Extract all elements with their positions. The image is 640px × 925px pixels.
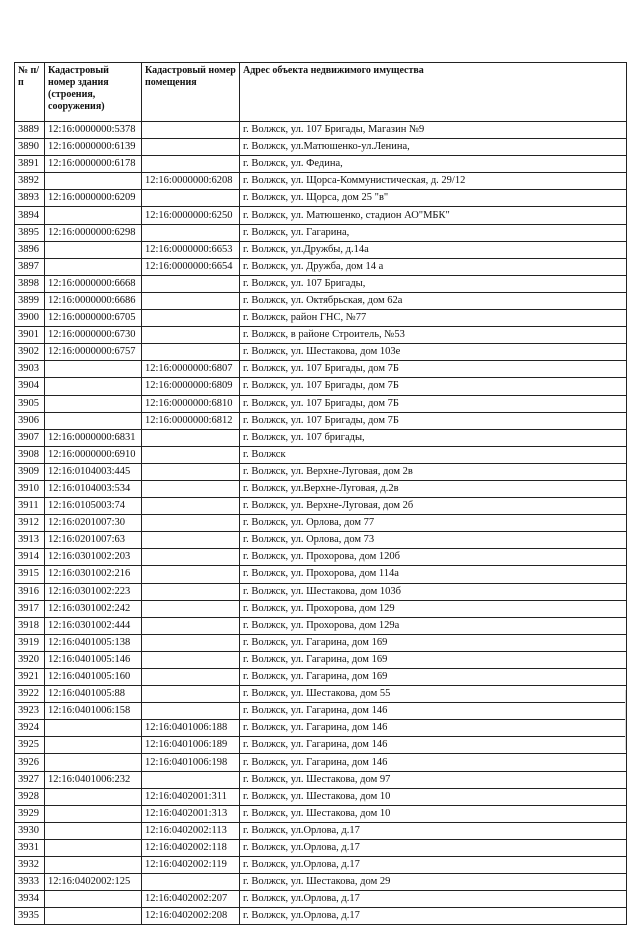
cell-number: 3930	[15, 822, 45, 839]
cell-building-cadastral	[45, 412, 142, 429]
cell-building-cadastral: 12:16:0000000:5378	[45, 122, 142, 139]
table-row	[15, 241, 627, 258]
cell-address: г. Волжск, ул. Гагарина, дом 169	[240, 651, 627, 668]
cell-address: г. Волжск, ул. Щорса-Коммунистическая, д. 29/12	[240, 173, 627, 190]
cell-address: г. Волжск, район ГНС, №77	[240, 310, 627, 327]
cell-premises-cadastral: 12:16:0401006:188	[142, 720, 240, 737]
cell-premises-cadastral	[142, 344, 240, 361]
cell-premises-cadastral: 12:16:0401006:189	[142, 737, 240, 754]
cell-building-cadastral: 12:16:0105003:74	[45, 498, 142, 515]
cell-premises-cadastral	[142, 617, 240, 634]
header-number: № п/п	[15, 63, 45, 122]
cell-address: г. Волжск, ул. Верхне-Луговая, дом 2в	[240, 463, 627, 480]
cell-building-cadastral: 12:16:0000000:6686	[45, 292, 142, 309]
cell-premises-cadastral: 12:16:0000000:6654	[142, 258, 240, 275]
cell-address: г. Волжск, ул. Шестакова, дом 10	[240, 805, 627, 822]
cell-premises-cadastral	[142, 463, 240, 480]
cell-building-cadastral: 12:16:0401005:88	[45, 686, 142, 703]
table-row	[15, 617, 627, 634]
cell-address: г. Волжск, ул. Октябрьская, дом 62а	[240, 292, 627, 309]
cell-number: 3892	[15, 173, 45, 190]
cell-building-cadastral: 12:16:0104003:534	[45, 480, 142, 497]
table-row	[15, 737, 627, 754]
cell-number: 3907	[15, 429, 45, 446]
cell-premises-cadastral	[142, 634, 240, 651]
cell-premises-cadastral: 12:16:0402002:207	[142, 891, 240, 908]
cell-building-cadastral	[45, 395, 142, 412]
table-body	[15, 122, 627, 925]
cell-building-cadastral: 12:16:0201007:30	[45, 515, 142, 532]
cell-number: 3935	[15, 908, 45, 925]
cell-number: 3910	[15, 480, 45, 497]
cell-number: 3921	[15, 669, 45, 686]
cell-number: 3901	[15, 327, 45, 344]
cell-number: 3906	[15, 412, 45, 429]
cell-address: г. Волжск, ул. 107 бригады,	[240, 429, 627, 446]
cell-premises-cadastral	[142, 275, 240, 292]
cell-number: 3909	[15, 463, 45, 480]
cell-building-cadastral: 12:16:0000000:6910	[45, 446, 142, 463]
table-row	[15, 224, 627, 241]
cell-premises-cadastral	[142, 429, 240, 446]
cell-premises-cadastral	[142, 446, 240, 463]
cell-building-cadastral: 12:16:0000000:6668	[45, 275, 142, 292]
cell-number: 3905	[15, 395, 45, 412]
cell-building-cadastral: 12:16:0000000:6298	[45, 224, 142, 241]
cell-number: 3908	[15, 446, 45, 463]
cell-building-cadastral: 12:16:0000000:6178	[45, 156, 142, 173]
cell-number: 3929	[15, 805, 45, 822]
table-row	[15, 771, 627, 788]
cell-premises-cadastral	[142, 583, 240, 600]
cell-building-cadastral	[45, 361, 142, 378]
cell-building-cadastral: 12:16:0301002:223	[45, 583, 142, 600]
table-row	[15, 378, 627, 395]
cell-number: 3918	[15, 617, 45, 634]
table-header-row	[15, 63, 627, 122]
cell-number: 3926	[15, 754, 45, 771]
cell-number: 3914	[15, 549, 45, 566]
cell-building-cadastral: 12:16:0000000:6209	[45, 190, 142, 207]
cell-building-cadastral: 12:16:0000000:6705	[45, 310, 142, 327]
cell-building-cadastral: 12:16:0401006:232	[45, 771, 142, 788]
table-row	[15, 874, 627, 891]
cell-premises-cadastral: 12:16:0402001:313	[142, 805, 240, 822]
cell-premises-cadastral: 12:16:0402002:113	[142, 822, 240, 839]
cell-premises-cadastral	[142, 480, 240, 497]
cell-address: г. Волжск, ул. Верхне-Луговая, дом 2б	[240, 498, 627, 515]
cell-building-cadastral	[45, 241, 142, 258]
cell-address: г. Волжск, ул. Прохорова, дом 120б	[240, 549, 627, 566]
cell-building-cadastral	[45, 822, 142, 839]
cell-address: г. Волжск, ул.Дружбы, д.14а	[240, 241, 627, 258]
cell-address: г. Волжск, ул. Щорса, дом 25 "в"	[240, 190, 627, 207]
cell-building-cadastral: 12:16:0402002:125	[45, 874, 142, 891]
cell-address: г. Волжск, ул. Гагарина, дом 146	[240, 737, 627, 754]
cell-number: 3897	[15, 258, 45, 275]
cell-number: 3898	[15, 275, 45, 292]
cell-building-cadastral: 12:16:0401005:138	[45, 634, 142, 651]
cell-address: г. Волжск, ул. Шестакова, дом 103е	[240, 344, 627, 361]
cell-address: г. Волжск, ул.Орлова, д.17	[240, 857, 627, 874]
cell-address: г. Волжск, ул. Гагарина, дом 169	[240, 634, 627, 651]
cell-address: г. Волжск, ул. Матюшенко, стадион АО"МБК"	[240, 207, 627, 224]
cell-premises-cadastral: 12:16:0000000:6208	[142, 173, 240, 190]
cell-premises-cadastral	[142, 549, 240, 566]
table-row	[15, 720, 627, 737]
cell-number: 3931	[15, 839, 45, 856]
cell-address: г. Волжск, ул. 107 Бригады, дом 7Б	[240, 395, 627, 412]
cell-address: г. Волжск, ул. Шестакова, дом 103б	[240, 583, 627, 600]
cell-address: г. Волжск, ул. Орлова, дом 77	[240, 515, 627, 532]
cell-premises-cadastral	[142, 190, 240, 207]
table-row	[15, 292, 627, 309]
cell-number: 3920	[15, 651, 45, 668]
cell-address: г. Волжск, ул. Федина,	[240, 156, 627, 173]
cell-building-cadastral	[45, 805, 142, 822]
cell-address: г. Волжск, ул.Верхне-Луговая, д.2в	[240, 480, 627, 497]
cell-building-cadastral	[45, 908, 142, 925]
cell-address: г. Волжск, ул. Прохорова, дом 114а	[240, 566, 627, 583]
cell-building-cadastral	[45, 737, 142, 754]
cell-address: г. Волжск, ул.Матюшенко-ул.Ленина,	[240, 139, 627, 156]
cell-building-cadastral: 12:16:0401005:160	[45, 669, 142, 686]
cell-premises-cadastral: 12:16:0000000:6807	[142, 361, 240, 378]
table-row	[15, 754, 627, 771]
table-row	[15, 429, 627, 446]
cell-building-cadastral: 12:16:0301002:242	[45, 600, 142, 617]
cell-building-cadastral	[45, 258, 142, 275]
cell-number: 3923	[15, 703, 45, 720]
cell-number: 3899	[15, 292, 45, 309]
cell-address: г. Волжск, ул.Орлова, д.17	[240, 839, 627, 856]
table-row	[15, 310, 627, 327]
table-row	[15, 583, 627, 600]
table-row	[15, 788, 627, 805]
table-row	[15, 395, 627, 412]
cell-address: г. Волжск, ул. 107 Бригады, дом 7Б	[240, 378, 627, 395]
table-row	[15, 446, 627, 463]
table-row	[15, 839, 627, 856]
cell-number: 3933	[15, 874, 45, 891]
cell-building-cadastral	[45, 720, 142, 737]
cell-building-cadastral	[45, 839, 142, 856]
table-row	[15, 532, 627, 549]
table-row	[15, 327, 627, 344]
cell-number: 3890	[15, 139, 45, 156]
cell-number: 3932	[15, 857, 45, 874]
table-row	[15, 122, 627, 139]
property-registry-table	[14, 62, 627, 925]
cell-number: 3903	[15, 361, 45, 378]
table-row	[15, 361, 627, 378]
cell-address: г. Волжск, ул. Прохорова, дом 129а	[240, 617, 627, 634]
cell-premises-cadastral: 12:16:0402002:208	[142, 908, 240, 925]
cell-building-cadastral	[45, 378, 142, 395]
cell-number: 3916	[15, 583, 45, 600]
table-row	[15, 275, 627, 292]
cell-address: г. Волжск, ул. Шестакова, дом 97	[240, 771, 627, 788]
cell-number: 3928	[15, 788, 45, 805]
table-row	[15, 463, 627, 480]
table-row	[15, 634, 627, 651]
cell-number: 3896	[15, 241, 45, 258]
cell-building-cadastral: 12:16:0401005:146	[45, 651, 142, 668]
cell-building-cadastral: 12:16:0401006:158	[45, 703, 142, 720]
cell-number: 3911	[15, 498, 45, 515]
cell-building-cadastral	[45, 891, 142, 908]
cell-number: 3902	[15, 344, 45, 361]
cell-number: 3925	[15, 737, 45, 754]
cell-premises-cadastral	[142, 600, 240, 617]
cell-premises-cadastral	[142, 669, 240, 686]
cell-premises-cadastral: 12:16:0000000:6812	[142, 412, 240, 429]
cell-premises-cadastral	[142, 292, 240, 309]
cell-address: г. Волжск, ул. 107 Бригады, Магазин №9	[240, 122, 627, 139]
cell-premises-cadastral	[142, 532, 240, 549]
cell-premises-cadastral: 12:16:0000000:6250	[142, 207, 240, 224]
header-address: Адрес объекта недвижимого имущества	[240, 63, 627, 122]
cell-address: г. Волжск, ул.Орлова, д.17	[240, 891, 627, 908]
cell-premises-cadastral	[142, 156, 240, 173]
cell-address: г. Волжск, ул. Дружба, дом 14 а	[240, 258, 627, 275]
cell-address: г. Волжск, ул.Орлова, д.17	[240, 822, 627, 839]
cell-premises-cadastral	[142, 224, 240, 241]
table-row	[15, 190, 627, 207]
cell-building-cadastral	[45, 754, 142, 771]
cell-building-cadastral: 12:16:0000000:6757	[45, 344, 142, 361]
cell-premises-cadastral	[142, 139, 240, 156]
header-building-cadastral: Кадастровый номер здания (строения, сооружения)	[45, 63, 142, 122]
cell-address: г. Волжск, ул. Шестакова, дом 29	[240, 874, 627, 891]
table-row	[15, 173, 627, 190]
cell-building-cadastral: 12:16:0000000:6139	[45, 139, 142, 156]
table-row	[15, 480, 627, 497]
table-row	[15, 515, 627, 532]
cell-premises-cadastral	[142, 122, 240, 139]
header-premises-cadastral: Кадастровый номер помещения	[142, 63, 240, 122]
table-row	[15, 207, 627, 224]
table-row	[15, 891, 627, 908]
cell-premises-cadastral	[142, 498, 240, 515]
cell-number: 3919	[15, 634, 45, 651]
table-row	[15, 344, 627, 361]
table-row	[15, 549, 627, 566]
cell-number: 3922	[15, 686, 45, 703]
cell-address: г. Волжск, ул. Гагарина,	[240, 224, 627, 241]
cell-address: г. Волжск, ул. Орлова, дом 73	[240, 532, 627, 549]
cell-premises-cadastral	[142, 327, 240, 344]
table-row	[15, 600, 627, 617]
cell-premises-cadastral	[142, 771, 240, 788]
cell-premises-cadastral: 12:16:0000000:6809	[142, 378, 240, 395]
cell-premises-cadastral	[142, 874, 240, 891]
cell-number: 3912	[15, 515, 45, 532]
cell-building-cadastral: 12:16:0301002:444	[45, 617, 142, 634]
cell-number: 3917	[15, 600, 45, 617]
table-row	[15, 498, 627, 515]
cell-address: г. Волжск, ул. Шестакова, дом 10	[240, 788, 627, 805]
cell-address: г. Волжск	[240, 446, 627, 463]
cell-building-cadastral	[45, 788, 142, 805]
table-row	[15, 857, 627, 874]
cell-address: г. Волжск, ул. Гагарина, дом 146	[240, 703, 627, 720]
cell-number: 3904	[15, 378, 45, 395]
cell-building-cadastral: 12:16:0104003:445	[45, 463, 142, 480]
cell-address: г. Волжск, ул. 107 Бригады, дом 7Б	[240, 412, 627, 429]
table-row	[15, 156, 627, 173]
cell-address: г. Волжск, ул. 107 Бригады, дом 7Б	[240, 361, 627, 378]
cell-address: г. Волжск, ул. Гагарина, дом 146	[240, 720, 627, 737]
cell-premises-cadastral: 12:16:0402001:311	[142, 788, 240, 805]
cell-number: 3889	[15, 122, 45, 139]
table-row	[15, 412, 627, 429]
cell-building-cadastral	[45, 207, 142, 224]
cell-premises-cadastral: 12:16:0000000:6653	[142, 241, 240, 258]
cell-number: 3891	[15, 156, 45, 173]
cell-premises-cadastral: 12:16:0402002:118	[142, 839, 240, 856]
table-row	[15, 805, 627, 822]
cell-building-cadastral: 12:16:0000000:6831	[45, 429, 142, 446]
cell-premises-cadastral: 12:16:0401006:198	[142, 754, 240, 771]
table-row	[15, 822, 627, 839]
cell-address: г. Волжск, ул. Шестакова, дом 55	[240, 686, 627, 703]
table-row	[15, 566, 627, 583]
cell-address: г. Волжск, ул. Гагарина, дом 146	[240, 754, 627, 771]
cell-building-cadastral	[45, 173, 142, 190]
table-row	[15, 703, 627, 720]
cell-premises-cadastral	[142, 310, 240, 327]
table-row	[15, 651, 627, 668]
cell-premises-cadastral	[142, 566, 240, 583]
cell-number: 3894	[15, 207, 45, 224]
cell-premises-cadastral	[142, 651, 240, 668]
cell-premises-cadastral: 12:16:0000000:6810	[142, 395, 240, 412]
cell-address: г. Волжск, ул.Орлова, д.17	[240, 908, 627, 925]
cell-number: 3893	[15, 190, 45, 207]
scan-artifact	[625, 690, 626, 750]
cell-address: г. Волжск, в районе Строитель, №53	[240, 327, 627, 344]
cell-premises-cadastral: 12:16:0402002:119	[142, 857, 240, 874]
cell-building-cadastral: 12:16:0000000:6730	[45, 327, 142, 344]
cell-address: г. Волжск, ул. 107 Бригады,	[240, 275, 627, 292]
cell-number: 3895	[15, 224, 45, 241]
cell-premises-cadastral	[142, 703, 240, 720]
cell-address: г. Волжск, ул. Гагарина, дом 169	[240, 669, 627, 686]
table-row	[15, 258, 627, 275]
table-row	[15, 686, 627, 703]
cell-number: 3927	[15, 771, 45, 788]
cell-number: 3934	[15, 891, 45, 908]
cell-building-cadastral: 12:16:0301002:203	[45, 549, 142, 566]
table-row	[15, 669, 627, 686]
cell-number: 3900	[15, 310, 45, 327]
cell-number: 3915	[15, 566, 45, 583]
cell-premises-cadastral	[142, 686, 240, 703]
table-row	[15, 908, 627, 925]
cell-number: 3913	[15, 532, 45, 549]
cell-number: 3924	[15, 720, 45, 737]
cell-building-cadastral	[45, 857, 142, 874]
cell-address: г. Волжск, ул. Прохорова, дом 129	[240, 600, 627, 617]
cell-building-cadastral: 12:16:0201007:63	[45, 532, 142, 549]
table-row	[15, 139, 627, 156]
cell-building-cadastral: 12:16:0301002:216	[45, 566, 142, 583]
cell-premises-cadastral	[142, 515, 240, 532]
